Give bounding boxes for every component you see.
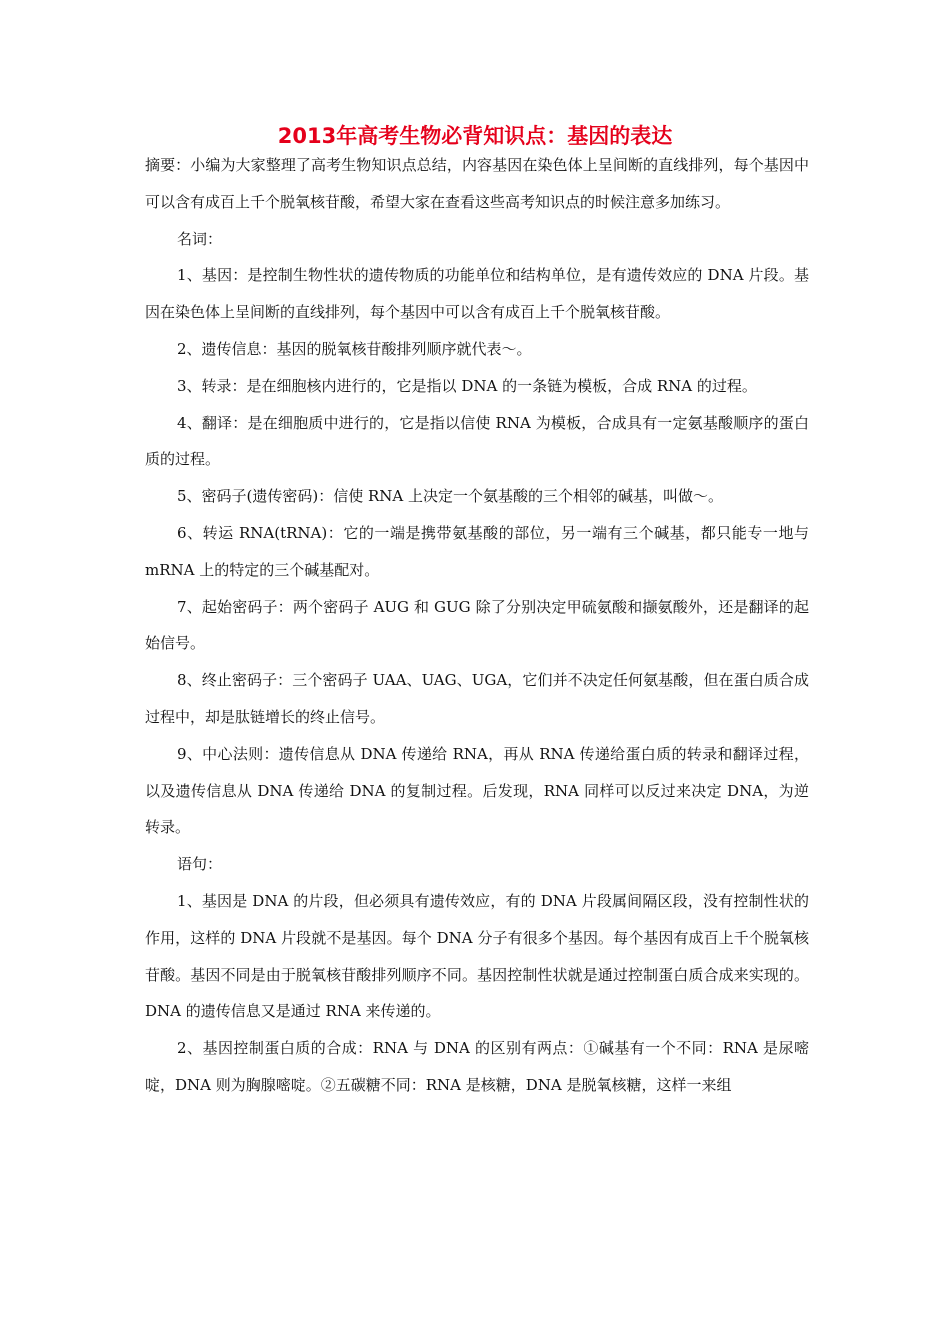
paragraph: 1、基因是 DNA 的片段，但必须具有遗传效应，有的 DNA 片段属间隔区段，没有控制性状的作用，这样的 DNA 片段就不是基因。每个 DNA 分子有很多个基因。每个基因有成百上千个脱氧核苷酸。基因不同是由于脱氧核苷酸排列顺序不同。基因控制性状就是通过控制蛋白质合成来实现的。DNA 的遗传信息又是通过 RNA 来传递的。 [145,891,809,1021]
paragraph: 4、翻译：是在细胞质中进行的，它是指以信使 RNA 为模板，合成具有一定氨基酸顺序的蛋白质的过程。 [145,413,809,469]
paragraph: 语句： [177,855,223,874]
paragraph: 7、起始密码子：两个密码子 AUG 和 GUG 除了分别决定甲硫氨酸和撷氨酸外，还是翻译的起始信号。 [145,597,809,653]
paragraph: 8、终止密码子：三个密码子 UAA、UAG、UGA，它们并不决定任何氨基酸，但在蛋白质合成过程中，却是肽链增长的终止信号。 [145,671,809,726]
paragraph: 名词： [177,229,223,248]
paragraph: 2、遗传信息：基因的脱氧核苷酸排列顺序就代表～。 [177,339,532,358]
document-body [145,147,809,1104]
paragraph: 1、基因：是控制生物性状的遗传物质的功能单位和结构单位，是有遗传效应的 DNA 片段。基因在染色体上呈间断的直线排列，每个基因中可以含有成百上千个脱氧核苷酸。 [145,266,809,322]
document-title: 2013年高考生物必背知识点：基因的表达 [277,124,673,148]
paragraph: 3、转录：是在细胞核内进行的，它是指以 DNA 的一条链为模板，合成 RNA 的过程。 [177,376,757,395]
paragraph: 摘要：小编为大家整理了高考生物知识点总结，内容基因在染色体上呈间断的直线排列，每个基因中可以含有成百上千个脱氧核苷酸，希望大家在查看这些高考知识点的时候注意多加练习。 [145,156,809,211]
paragraph: 9、中心法则：遗传信息从 DNA 传递给 RNA，再从 RNA 传递给蛋白质的转录和翻译过程，以及遗传信息从 DNA 传递给 DNA 的复制过程。后发现，RNA 同样可以反过来决定 DNA，为逆转录。 [145,744,809,837]
paragraph: 6、转运 RNA(tRNA)：它的一端是携带氨基酸的部位，另一端有三个碱基，都只能专一地与 mRNA 上的特定的三个碱基配对。 [145,523,809,579]
paragraph: 2、基因控制蛋白质的合成：RNA 与 DNA 的区别有两点：①碱基有一个不同：RNA 是尿嘧啶，DNA 则为胸腺嘧啶。②五碳糖不同：RNA 是核糖，DNA 是脱氧核糖，这样一来组 [145,1039,809,1094]
paragraph: 5、密码子(遗传密码)：信使 RNA 上决定一个氨基酸的三个相邻的碱基，叫做～。 [177,487,724,506]
